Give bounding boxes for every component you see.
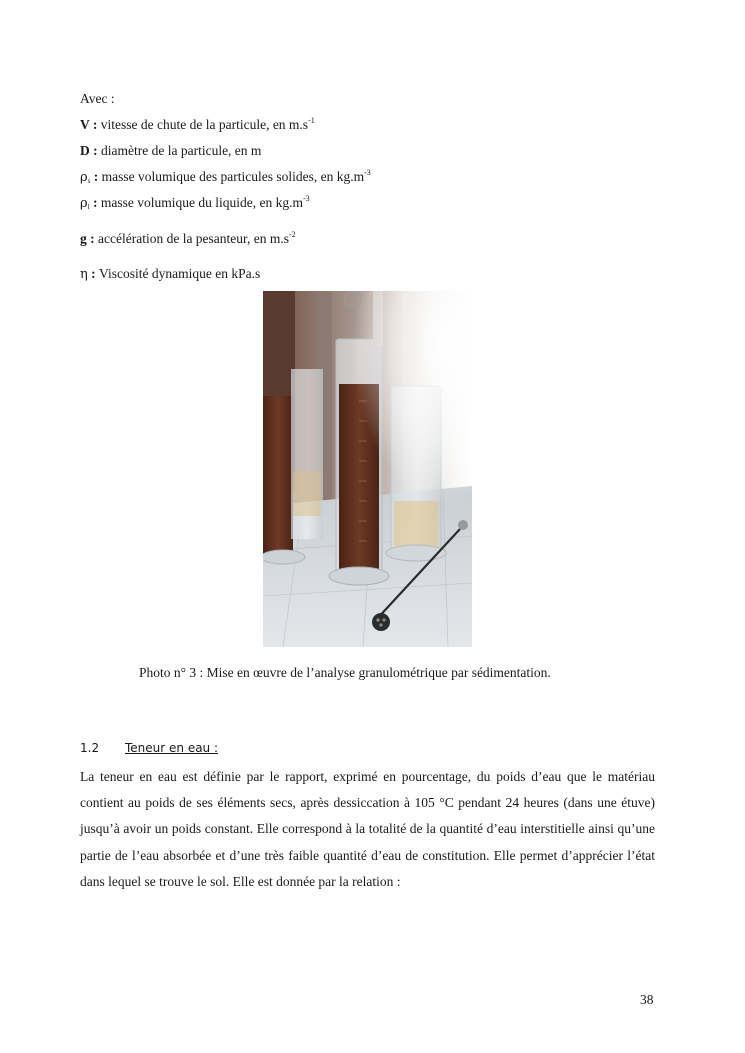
symbol: $\rho_s$ : [80,169,99,185]
definition-rho-s [80,169,371,186]
definition-g [80,231,296,247]
definition-text: vitesse de chute de la particule, en m.s [97,117,309,132]
definition-d [80,143,261,159]
definition-rho-l [80,195,310,212]
definition-text: accélération de la pesanteur, en m.s [94,231,289,246]
definition-eta [80,266,260,283]
section-number: 1.2 [80,741,100,755]
definition-text: masse volumique du liquide, en kg.m [97,195,303,210]
page-number: 38 [640,992,654,1007]
exponent: -3 [364,168,371,177]
exponent: -3 [302,194,310,203]
definition-v [80,117,315,133]
body-paragraph: La teneur en eau est définie par le rapport, exprimé en pourcentage, du poids d’eau que le matériau contient au poids de ses éléments secs, après dessiccation à 105 °C pendant 24 heures (dans une étuve) jusqu’à avoir un poids constant. Elle correspond à la totalité de la quantité d’eau interstitielle ainsi qu’une partie de l’eau absorbée et d’une très faible quantité d’eau de constitution. Elle permet d’apprécier l’état dans lequel se trouve le sol. Elle est donnée par la relation : [80,769,655,889]
definition-text: masse volumique des particules solides, en kg.m [98,169,365,184]
definition-text: diamètre de la particule, en m [97,143,262,158]
photo-caption: Photo n° 3 : Mise en œuvre de l’analyse granulométrique par sédimentation. [139,665,551,680]
symbol: η : [80,266,96,282]
symbol: $\rho_l$ : [80,195,98,211]
section-title: Teneur en eau : [125,741,219,755]
symbol: V : [80,117,98,132]
sedimentation-photo [263,291,472,647]
exponent: -1 [308,116,315,125]
symbol: D : [80,143,98,158]
avec-label: Avec : [80,91,115,106]
symbol: g : [80,231,95,246]
exponent: -2 [289,230,296,239]
definition-text: Viscosité dynamique en kPa.s [95,266,261,281]
